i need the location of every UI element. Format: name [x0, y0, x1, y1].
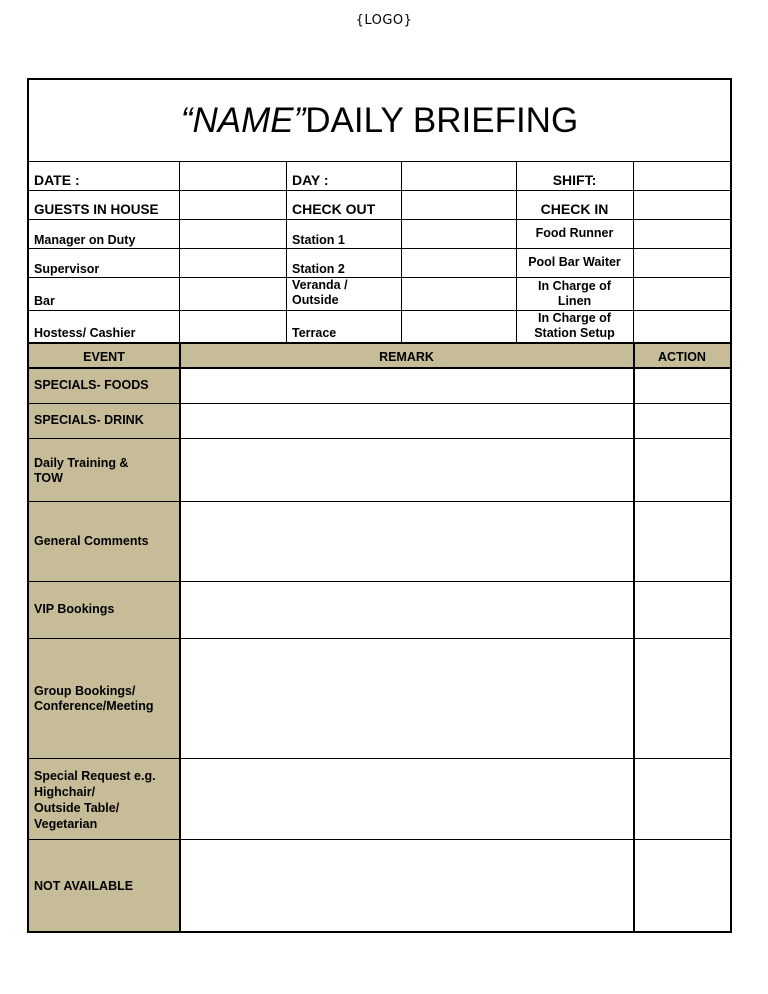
hostess-cashier-label: Hostess/ Cashier [34, 326, 136, 340]
action-column-header: ACTION [658, 350, 706, 364]
divider [286, 161, 287, 342]
event-column-header: EVENT [83, 350, 125, 364]
station-1-label: Station 1 [292, 233, 345, 247]
divider [29, 438, 730, 439]
divider [29, 839, 730, 840]
title-text: DAILY BRIEFING [305, 100, 579, 140]
divider [29, 638, 730, 639]
date-label: DATE : [34, 172, 80, 188]
station-setup-label: In Charge of Station Setup [534, 311, 615, 340]
linen-label: In Charge of Linen [538, 279, 611, 308]
divider [29, 403, 730, 404]
divider [401, 161, 402, 342]
veranda-outside-label: Veranda / Outside [292, 278, 348, 307]
divider [633, 342, 635, 931]
manager-on-duty-label: Manager on Duty [34, 233, 136, 247]
divider [29, 501, 730, 502]
day-label: DAY : [292, 172, 329, 188]
check-out-label: CHECK OUT [292, 201, 376, 217]
divider [179, 342, 181, 931]
supervisor-label: Supervisor [34, 262, 100, 276]
guests-in-house-label: GUESTS IN HOUSE [34, 202, 159, 217]
event-label: Daily Training & TOW [34, 456, 129, 485]
divider [179, 161, 180, 342]
event-label: Group Bookings/ Conference/Meeting [34, 684, 154, 713]
food-runner-label: Food Runner [535, 226, 614, 240]
divider [29, 190, 730, 191]
shift-label: SHIFT: [552, 172, 597, 188]
form-title [29, 80, 730, 161]
briefing-form [27, 78, 732, 933]
divider [29, 342, 730, 344]
event-label: SPECIALS- DRINK [34, 413, 144, 427]
remark-column-header: REMARK [379, 350, 434, 364]
event-label: SPECIALS- FOODS [34, 378, 149, 392]
divider [29, 277, 730, 278]
divider [633, 161, 634, 342]
logo-placeholder: {LOGO} [355, 13, 413, 28]
bar-label: Bar [34, 294, 55, 308]
station-2-label: Station 2 [292, 262, 345, 276]
event-label: General Comments [34, 534, 149, 548]
divider [29, 248, 730, 249]
divider [29, 161, 730, 162]
terrace-label: Terrace [292, 326, 337, 340]
title-name: “NAME” [180, 100, 306, 140]
divider [29, 581, 730, 582]
event-label: Special Request e.g. Highchair/ Outside Table/ Vegetarian [34, 769, 156, 831]
pool-bar-waiter-label: Pool Bar Waiter [528, 255, 621, 269]
divider [29, 219, 730, 220]
divider [29, 758, 730, 759]
check-in-label: CHECK IN [540, 201, 609, 217]
event-label: VIP Bookings [34, 602, 115, 616]
event-column-fill [29, 369, 179, 931]
event-label: NOT AVAILABLE [34, 879, 134, 893]
